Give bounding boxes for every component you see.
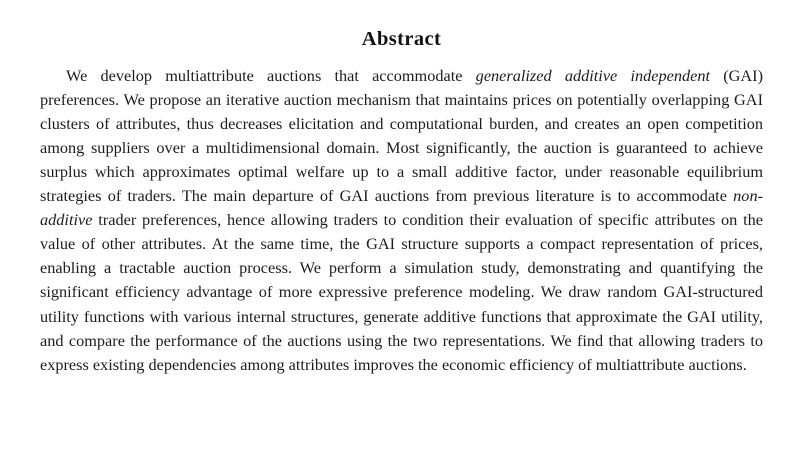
abstract-paragraph bbox=[40, 64, 763, 377]
emphasized-term: non-additive bbox=[40, 186, 763, 230]
text-run: (GAI) preferences. We propose an iterative auction mechanism that maintains prices on potentially overlapping GAI clusters of attributes, thus decreases elicitation and computational burden, and creates an open competition among suppliers over a multidimensional domain. Most significantly, the auction is guaranteed to achieve surplus which approximates optimal welfare up to a small additive factor, under reasonable equilibrium strategies of traders. The main departure of GAI auctions from previous literature is to accommodate bbox=[40, 65, 764, 206]
text-run: We develop multiattribute auctions that accommodate bbox=[66, 65, 476, 85]
text-run: trader preferences, hence allowing traders to condition their evaluation of specific attributes on the value of other attributes. At the same time, the GAI structure supports a compact representation of prices, enabling a tractable auction process. We perform a simulation study, demonstrating and quantifying the significant efficiency advantage of more expressive preference modeling. We draw random GAI-structured utility functions with various internal structures, generate additive functions that approximate the GAI utility, and compare the performance of the auctions using the two representations. We find that allowing traders to express existing dependencies among attributes improves the economic efficiency of multiattribute auctions. bbox=[40, 210, 763, 374]
abstract-heading: Abstract bbox=[361, 28, 442, 50]
emphasized-term: generalized additive independent bbox=[475, 65, 711, 85]
